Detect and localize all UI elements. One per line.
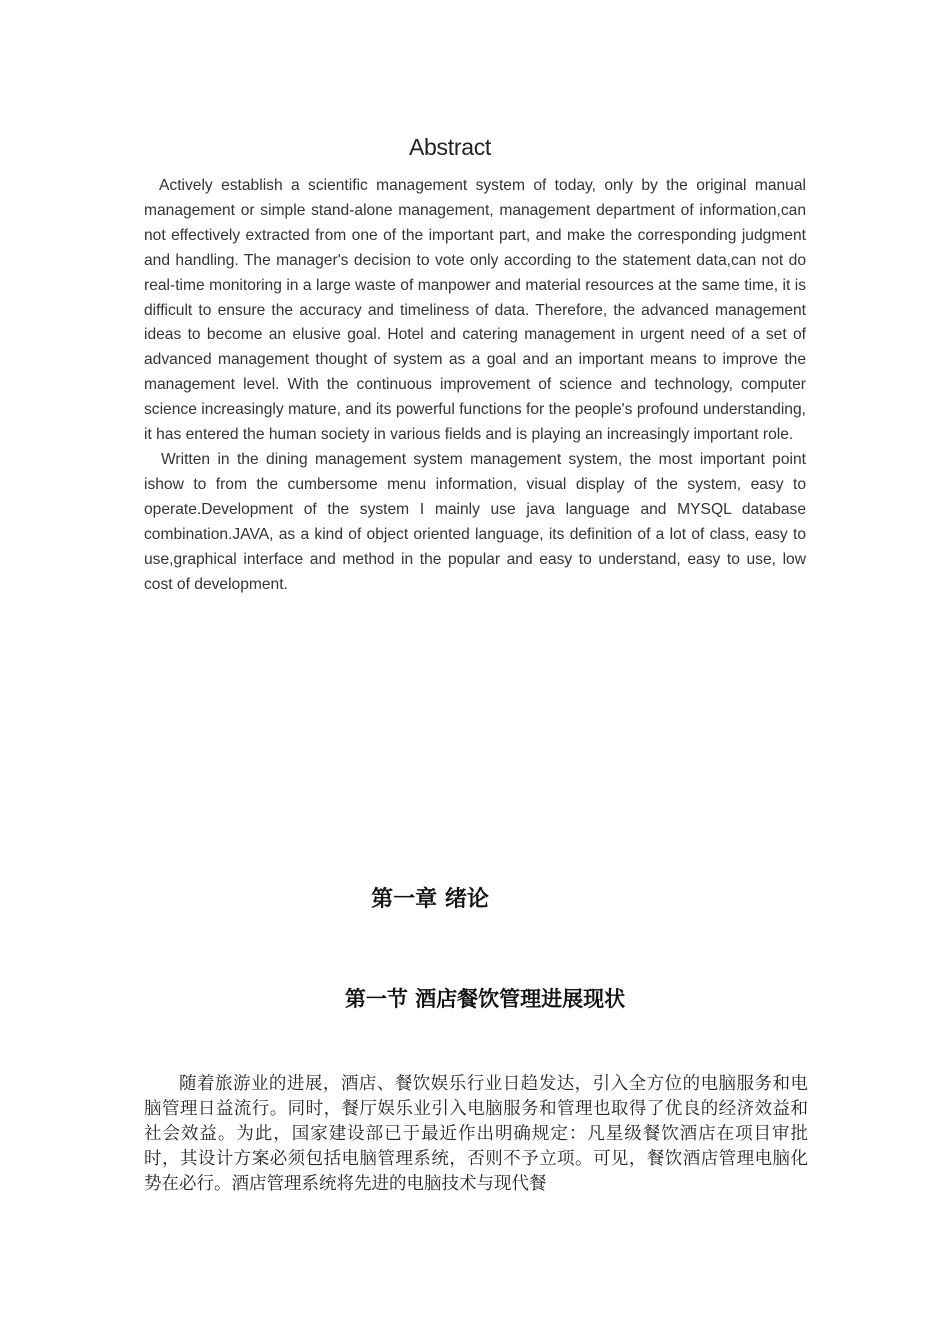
abstract-title: Abstract <box>409 134 491 160</box>
abstract-paragraph-1: Actively establish a scientific management system of today, only by the original manual management or simple stand-alone management, management department of information,can not effectively extracted from one of the important part, and make the corresponding judgment and handling. The manager's decision to vote only according to the statement data,can not do real-time monitoring in a large waste of manpower and material resources at the same time, it is difficult to ensure the accuracy and timeliness of data. Therefore, the advanced management ideas to become an elusive goal. Hotel and catering management in urgent need of a set of advanced management thought of system as a goal and an important means to improve the management level. With the continuous improvement of science and technology, computer science increasingly mature, and its powerful functions for the people's profound understanding, it has entered the human society in various fields and is playing an increasingly important role. <box>144 177 806 444</box>
section-title: 第一节 酒店餐饮管理进展现状 <box>344 987 626 1011</box>
chapter-title: 第一章 绪论 <box>371 887 489 912</box>
section-body <box>144 1072 808 1197</box>
abstract-paragraph-2: Written in the dining management system management system, the most important point ishow to from the cumbersome menu information, visual display of the system, easy to operate.Development of the system I mainly use java language and MYSQL database combination.JAVA, as a kind of object oriented language, its definition of a lot of class, easy to use,graphical interface and method in the popular and easy to understand, easy to use, low cost of development. <box>144 450 806 593</box>
section-paragraph-1: 随着旅游业的进展，酒店、餐饮娱乐行业日趋发达，引入全方位的电脑服务和电脑管理日益流行。同时，餐厅娱乐业引入电脑服务和管理也取得了优良的经济效益和社会效益。为此，国家建设部已于最近作出明确规定：凡星级餐饮酒店在项目审批时，其设计方案必须包括电脑管理系统，否则不予立项。可见，餐饮酒店管理电脑化势在必行。酒店管理系统将先进的电脑技术与现代餐 <box>144 1074 808 1194</box>
abstract-body <box>144 174 806 597</box>
